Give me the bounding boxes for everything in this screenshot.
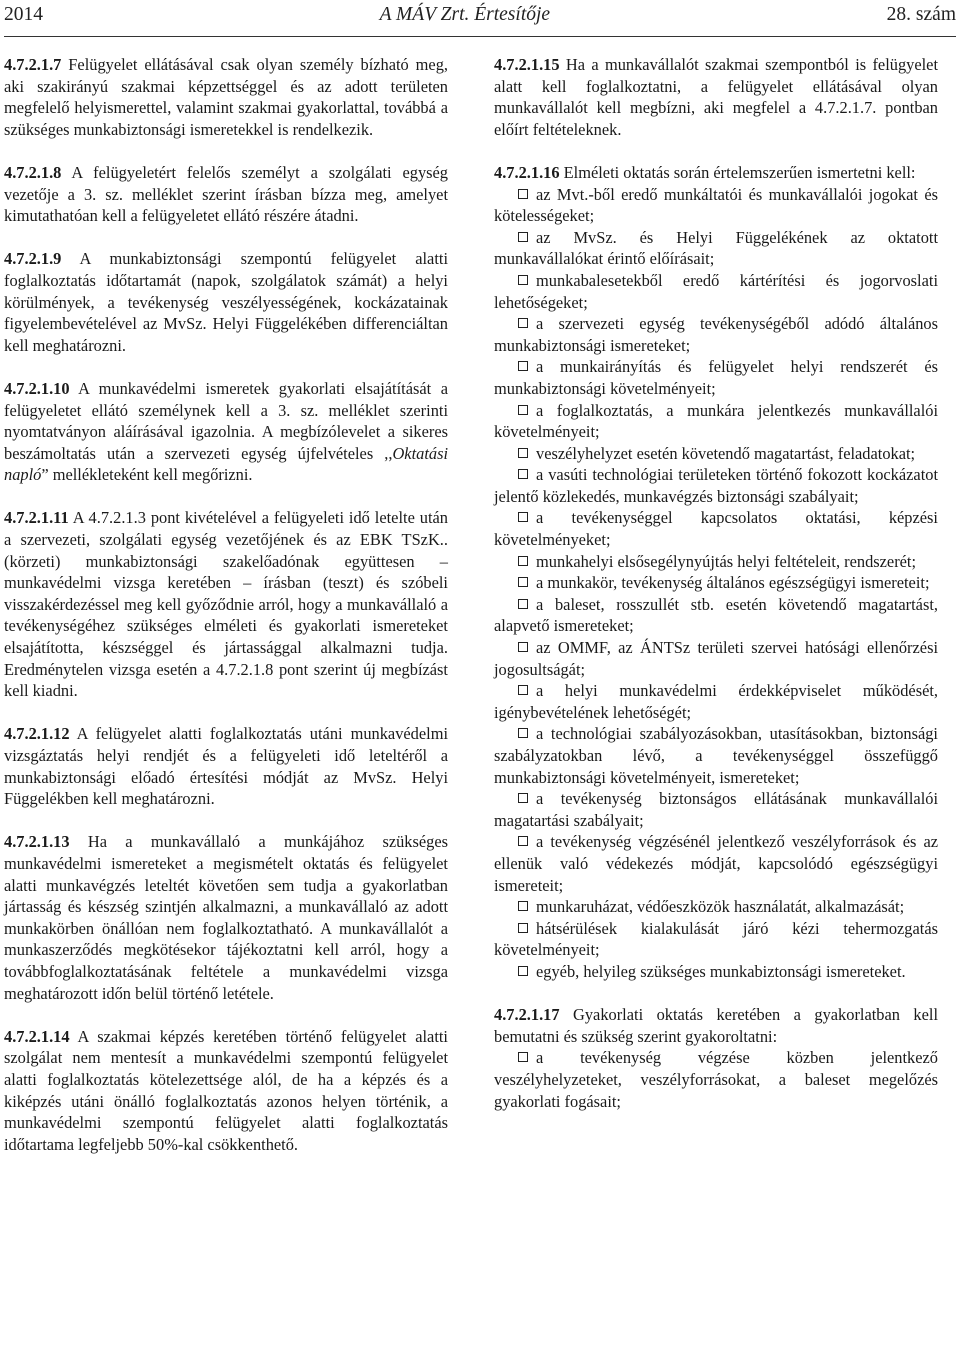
paragraph-text: A felügyelet alatti foglalkoztatás utáni munkavédelmi vizsgáztatás helyi rendjét és a felügyeleti idő leteltéről a munkabiztonsági előadó értesítési módját az MvSz. Helyi Függelékben kell meghatározni. bbox=[4, 724, 448, 809]
list-item: a baleset, rosszullét stb. esetén követendő magatartást, alapvető ismereteket; bbox=[494, 594, 938, 636]
list-item: az Mvt.-ből eredő munkáltatói és munkavállalói jogokat és kötelességeket; bbox=[494, 184, 938, 226]
list-item: a foglalkoztatás, a munkára jelentkezés munkavállalói követelményeit; bbox=[494, 400, 938, 442]
square-bullet-icon bbox=[518, 923, 528, 933]
paragraph-4-7-2-1-12 bbox=[4, 723, 448, 809]
list-item: hátsérülések kialakulását járó kézi tehermozgatás követelményeit; bbox=[494, 918, 938, 960]
page-header bbox=[4, 4, 956, 34]
section-number: 4.7.2.1.14 bbox=[4, 1026, 70, 1046]
left-column bbox=[4, 54, 448, 1155]
square-bullet-icon bbox=[518, 901, 528, 911]
square-bullet-icon bbox=[518, 232, 528, 242]
paragraph-text: A 4.7.2.1.3 pont kivételével a felügyeleti idő letelte után a szervezeti, szolgálati egység vezetőjének és az EBK TSzK.. (körzeti) munkabiztonsági szakelőadónak együttesen – munkavédelmi vizsga keretében – írásban (teszt) és szóbeli visszakérdezéssel meg kell győződnie arról, hogy a munkavállaló a tevékenységéhez szükséges elméleti és gyakorlati ismereteket elsajátította, készséggel és jártassággal alkalmazni tudja. Eredménytelen vizsga esetén a 4.7.2.1.8 pont szerint új megbízást kell kiadni. bbox=[4, 508, 448, 701]
list-item: a tevékenység biztonságos ellátásának munkavállalói magatartási szabályait; bbox=[494, 789, 938, 830]
paragraph-4-7-2-1-9 bbox=[4, 248, 448, 356]
paragraph-text: Ha a munkavállalót szakmai szempontból is felügyelet alatt kell foglalkoztatni, a felügyelet ellátásával olyan munkavállalót kell megbízni, aki megfelel a 4.7.2.1.7. pontban előírt feltételeknek. bbox=[494, 55, 938, 139]
list-item: a tevékenységgel kapcsolatos oktatási, képzési követelményeket; bbox=[494, 508, 938, 550]
section-number: 4.7.2.1.9 bbox=[4, 249, 62, 269]
header-publication-title: A MÁV Zrt. Értesítője bbox=[379, 4, 551, 25]
list-item: egyéb, helyileg szükséges munkabiztonsági ismereteket. bbox=[494, 961, 938, 983]
paragraph-text: A munkabiztonsági szempontú felügyelet alatti foglalkoztatás időtartamát (napok, szolgálatok számát) a helyi körülmények, a tevékenység veszélyességének, kockázatainak figyelembevételével az MvSz. Helyi Függelékében differenciáltan kell meghatározni. bbox=[4, 249, 448, 355]
paragraph-4-7-2-1-10 bbox=[4, 378, 448, 486]
header-rule bbox=[4, 36, 956, 37]
list-item: veszélyhelyzet esetén követendő magatartást, feladatokat; bbox=[494, 443, 938, 465]
list-item: a munkakör, tevékenység általános egészségügyi ismereteit; bbox=[494, 572, 938, 594]
header-issue-number: 28. szám bbox=[886, 4, 956, 25]
list-item: a technológiai szabályozásokban, utasításokban, biztonsági szabályzatokban lévő, a tevékenységgel összefüggő munkabiztonsági követelményeit, ismereteket; bbox=[494, 724, 938, 787]
paragraph-text: Gyakorlati oktatás keretében a gyakorlatban kell bemutatni és szükség szerint gyakoroltatni: bbox=[494, 1005, 938, 1046]
paragraph-4-7-2-1-16 bbox=[494, 162, 938, 184]
square-bullet-icon bbox=[518, 405, 528, 415]
section-number: 4.7.2.1.17 bbox=[494, 1005, 560, 1025]
section-number: 4.7.2.1.8 bbox=[4, 162, 62, 182]
list-item: a tevékenység végzése közben jelentkező veszélyhelyzeteket, veszélyforrásokat, a baleset megelőzés gyakorlati fogásait; bbox=[494, 1048, 938, 1111]
list-item: munkabalesetekből eredő kártérítési és jogorvoslati lehetőségeket; bbox=[494, 270, 938, 312]
square-bullet-icon bbox=[518, 448, 528, 458]
square-bullet-icon bbox=[518, 1052, 528, 1062]
paragraph-4-7-2-1-15 bbox=[494, 54, 938, 140]
section-number: 4.7.2.1.12 bbox=[4, 724, 70, 744]
list-item: munkahelyi elsősegélynyújtás helyi feltételeit, rendszerét; bbox=[494, 551, 938, 573]
list-item: az MvSz. és Helyi Függelékének az oktatott munkavállalókat érintő előírásait; bbox=[494, 227, 938, 269]
square-bullet-icon bbox=[518, 512, 528, 522]
paragraph-text: A szakmai képzés keretében történő felügyelet alatti szolgálat nem mentesít a munkavédelmi szempontú felügyelet alatti foglalkoztatás kötelezettsége alól, de ha a képzés és a kiképzés utáni önálló foglalkoztatás azonos helyen történik, a munkavédelmi szempontú felügyelet alatti foglalkoztatás időtartama legfeljebb 50%-kal csökkenthető. bbox=[4, 1026, 448, 1154]
list-item: a tevékenység végzésénél jelentkező veszélyforrások és az ellenük való védekezés módját, kapcsolódó egészségügyi ismereteit; bbox=[494, 832, 938, 895]
section-number: 4.7.2.1.15 bbox=[494, 55, 560, 74]
paragraph-text: Ha a munkavállaló a munkájához szükséges munkavédelmi ismereteket a megismételt oktatás és felügyelet alatti munkavégzés leteltét követően sem tudja a gyakorlatban jártasság és készség szintjén alkalmazni, a munkavállaló az adott munkakörben önállóan nem foglalkoztatható. A munkavállalót a munkaszerződés megkötésekor tájékoztatni kell arról, hogy a továbbfoglalkoztatásának feltétele a munkavédelmi vizsga meghatározott időn belül történő letétele. bbox=[4, 832, 448, 1003]
square-bullet-icon bbox=[518, 966, 528, 976]
paragraph-4-7-2-1-11 bbox=[4, 507, 448, 701]
square-bullet-icon bbox=[518, 728, 528, 738]
paragraph-4-7-2-1-8 bbox=[4, 162, 448, 227]
section-number: 4.7.2.1.13 bbox=[4, 832, 70, 852]
square-bullet-icon bbox=[518, 189, 528, 199]
paragraph-text: A munkavédelmi ismeretek gyakorlati elsajátítását a felügyeletet ellátó személynek kell a 3. sz. melléklet szerinti nyomtatványon aláírásával igazolnia. A megbízólevelet a sikeres beszámoltatás után a szervezeti egység újfelvételes ,, bbox=[4, 378, 448, 463]
theory-topic-list bbox=[494, 184, 938, 983]
italic-title: Oktatási napló bbox=[4, 443, 448, 485]
square-bullet-icon bbox=[518, 685, 528, 695]
list-item: a munkairányítás és felügyelet helyi rendszerét és munkabiztonsági követelményeit; bbox=[494, 357, 938, 398]
square-bullet-icon bbox=[518, 793, 528, 803]
paragraph-text: Elméleti oktatás során értelemszerűen ismertetni kell: bbox=[559, 162, 916, 182]
section-number: 4.7.2.1.7 bbox=[4, 55, 62, 74]
square-bullet-icon bbox=[518, 599, 528, 609]
practice-topic-list bbox=[494, 1047, 938, 1112]
square-bullet-icon bbox=[518, 642, 528, 652]
list-item: a helyi munkavédelmi érdekképviselet működését, igénybevételének lehetőségét; bbox=[494, 681, 938, 722]
square-bullet-icon bbox=[518, 469, 528, 479]
paragraph-text: A felügyeletért felelős személyt a szolgálati egység vezetője a 3. sz. melléklet szerint írásban bízza meg, amelyet kimutathatóan kell a felügyeletet ellátó részére átadni. bbox=[4, 162, 448, 226]
header-year: 2014 bbox=[4, 4, 43, 25]
paragraph-4-7-2-1-13 bbox=[4, 831, 448, 1004]
list-item: az OMMF, az ÁNTSz területi szervei hatósági ellenőrzési jogosultságát; bbox=[494, 638, 938, 679]
square-bullet-icon bbox=[518, 361, 528, 371]
square-bullet-icon bbox=[518, 556, 528, 566]
list-item: a vasúti technológiai területeken történő fokozott kockázatot jelentő közlekedés, munkavégzés biztonsági szabályait; bbox=[494, 465, 938, 506]
square-bullet-icon bbox=[518, 836, 528, 846]
paragraph-4-7-2-1-17 bbox=[494, 1004, 938, 1047]
section-number: 4.7.2.1.16 bbox=[494, 162, 560, 182]
paragraph-text: Felügyelet ellátásával csak olyan személy bízható meg, aki szakirányú szakmai képzettséggel és az adott területen megfelelő helyismerettel, valamint szakmai gyakorlattal, továbbá a szükséges munkabiztonsági ismeretekkel is rendelkezik. bbox=[4, 55, 448, 139]
paragraph-text: ” mellékleteként kell megőrizni. bbox=[41, 465, 253, 485]
square-bullet-icon bbox=[518, 275, 528, 285]
square-bullet-icon bbox=[518, 318, 528, 328]
list-item: munkaruházat, védőeszközök használatát, alkalmazását; bbox=[494, 896, 938, 918]
section-number: 4.7.2.1.10 bbox=[4, 378, 70, 398]
list-item: a szervezeti egység tevékenységéből adódó általános munkabiztonsági ismereteket; bbox=[494, 314, 938, 355]
paragraph-4-7-2-1-7 bbox=[4, 54, 448, 140]
paragraph-4-7-2-1-14 bbox=[4, 1026, 448, 1156]
section-number: 4.7.2.1.11 bbox=[4, 508, 69, 528]
right-column bbox=[494, 54, 938, 1112]
square-bullet-icon bbox=[518, 577, 528, 587]
